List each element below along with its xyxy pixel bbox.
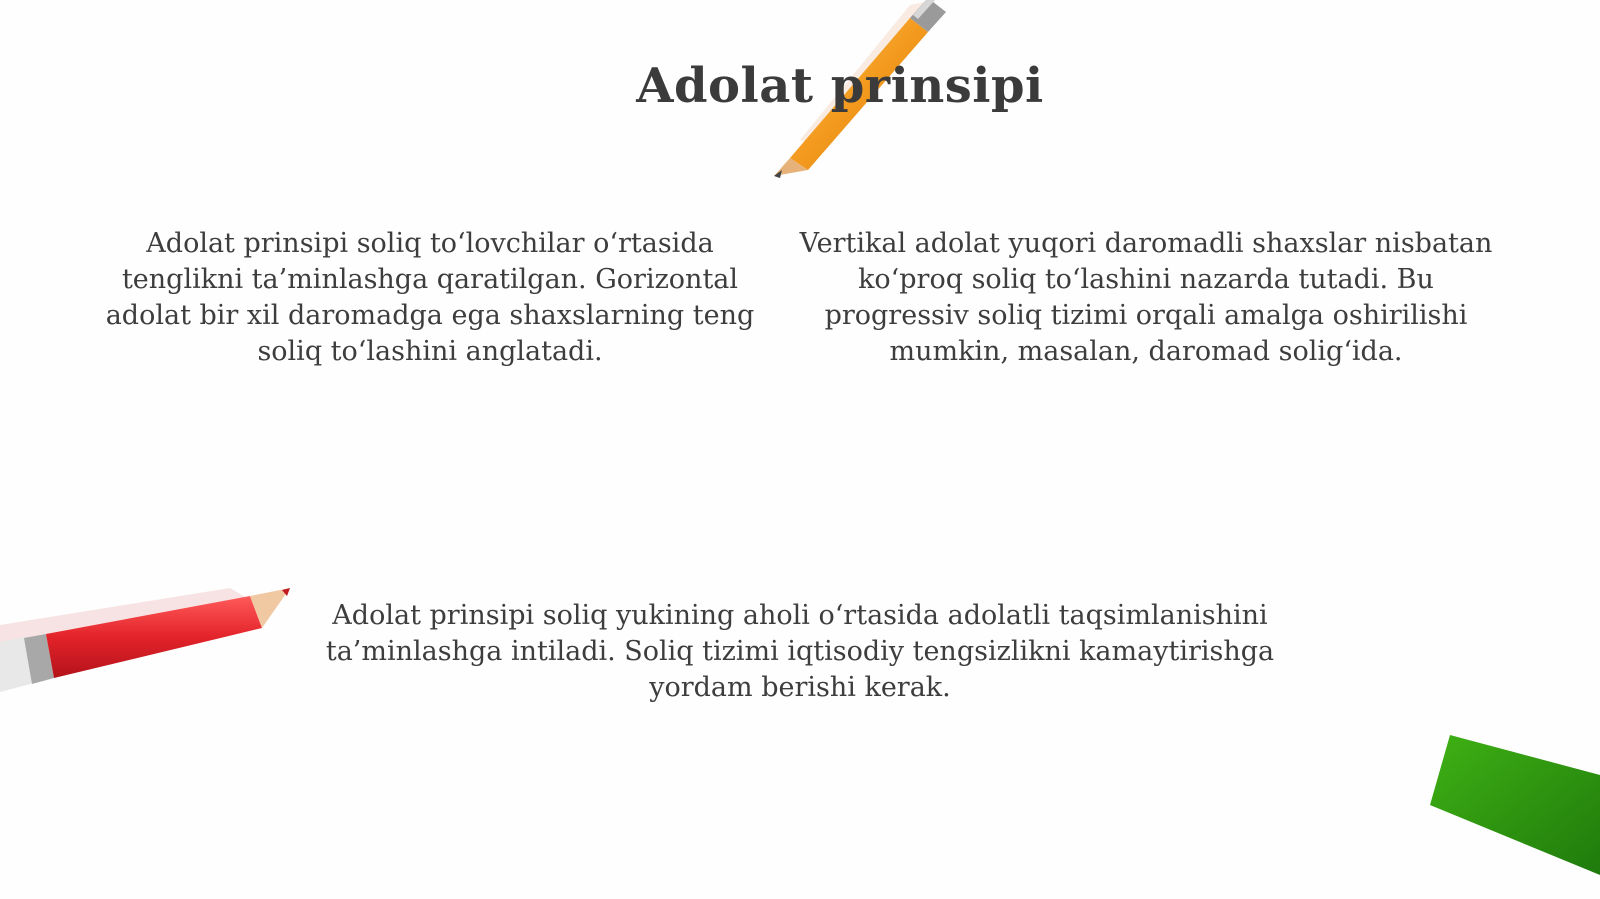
green-marker-icon bbox=[1430, 735, 1600, 875]
paragraph-summary: Adolat prinsipi soliq yukining aholi o‘rtasida adolatli taqsimlanishini ta’minlashga intiladi. Soliq tizimi iqtisodiy tengsizlikni kamaytirishga yordam berishi kerak. bbox=[325, 600, 1275, 703]
paragraph-horizontal-equity: Adolat prinsipi soliq to‘lovchilar o‘rtasida tenglikni ta’minlashga qaratilgan. Gorizontal adolat bir xil daromadga ega shaxslarning teng soliq to‘lashini anglatadi. bbox=[105, 228, 755, 367]
paragraph-vertical-equity: Vertikal adolat yuqori daromadli shaxslar nisbatan ko‘proq soliq to‘lashini nazarda tutadi. Bu progressiv soliq tizimi orqali amalga oshirilishi mumkin, masalan, daromad solig‘ida. bbox=[799, 228, 1493, 367]
red-pencil-icon bbox=[0, 580, 300, 710]
slide-title: Adolat prinsipi bbox=[636, 58, 1044, 114]
